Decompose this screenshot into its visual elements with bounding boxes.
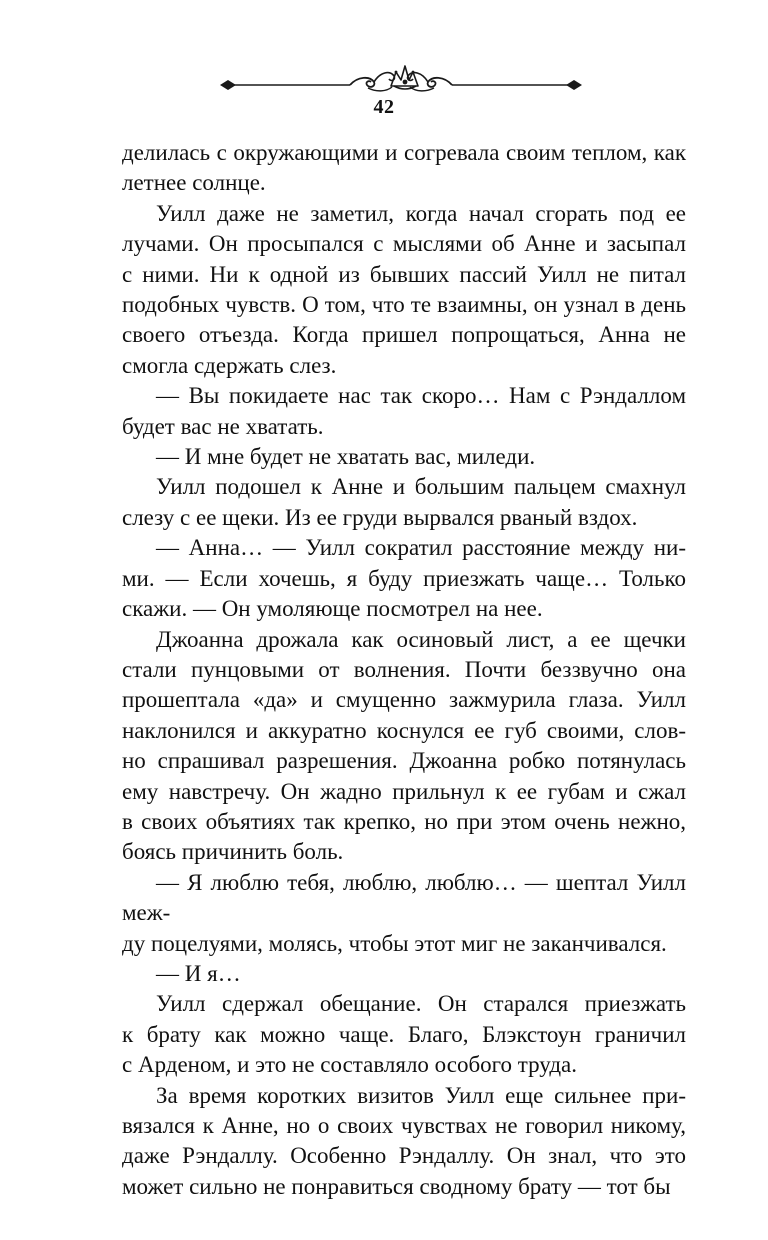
text-line: За время коротких визитов Уилл еще сильнее при- bbox=[156, 1082, 686, 1108]
text-line: в своих объятиях так крепко, но при этом очень нежно, bbox=[122, 808, 686, 834]
text-line: своего отъезда. Когда пришел попрощаться, Анна не bbox=[122, 322, 686, 348]
text-line: Уилл подошел к Анне и большим пальцем смахнул bbox=[156, 474, 686, 500]
text-line: прошептала «да» и смущенно зажмурила глаза. Уилл bbox=[122, 687, 686, 713]
header-flourish-icon bbox=[218, 62, 584, 100]
text-line: может сильно не понравиться сводному брату — тот бы bbox=[122, 1173, 671, 1199]
text-line: боясь причинить боль. bbox=[122, 839, 344, 865]
text-line: ми. — Если хочешь, я буду приезжать чаще… Только bbox=[122, 565, 686, 591]
page-number: 42 bbox=[373, 96, 395, 118]
text-line: с Арденом, и это не составляло особого труда. bbox=[122, 1052, 578, 1078]
text-line: делилась с окружающими и согревала своим теплом, как bbox=[122, 140, 686, 165]
text-line: Уилл даже не заметил, когда начал сгорать под ее bbox=[156, 200, 686, 226]
text-line: но спрашивал разрешения. Джоанна робко потянулась bbox=[122, 748, 686, 774]
text-line: — Я люблю тебя, люблю, люблю… — шептал Уилл меж- bbox=[122, 869, 686, 926]
text-line: — Вы покидаете нас так скоро… Нам с Рэндаллом bbox=[156, 383, 686, 409]
text-line: лучами. Он просыпался с мыслями об Анне и засыпал bbox=[122, 231, 686, 257]
body-text bbox=[122, 138, 686, 1202]
text-line: будет вас не хватать. bbox=[122, 413, 324, 439]
text-line: ему навстречу. Он жадно прильнул к ее губам и сжал bbox=[122, 778, 686, 804]
text-line: даже Рэндаллу. Особенно Рэндаллу. Он знал, что это bbox=[122, 1143, 686, 1169]
text-line: смогла сдержать слез. bbox=[122, 352, 337, 378]
text-line: — И мне будет не хватать вас, миледи. bbox=[156, 444, 536, 470]
text-line: Джоанна дрожала как осиновый лист, а ее щечки bbox=[156, 626, 686, 652]
text-line: подобных чувств. О том, что те взаимны, он узнал в день bbox=[122, 292, 686, 318]
text-line: слезу с ее щеки. Из ее груди вырвался рваный вздох. bbox=[122, 504, 638, 530]
text-line: к брату как можно чаще. Благо, Блэкстоун граничил bbox=[122, 1021, 686, 1047]
text-line: — Анна… — Уилл сократил расстояние между ни- bbox=[156, 535, 686, 561]
text-line: с ними. Ни к одной из бывших пассий Уилл не питал bbox=[122, 261, 686, 287]
text-line: Уилл сдержал обещание. Он старался приезжать bbox=[156, 991, 686, 1017]
text-line: стали пунцовыми от волнения. Почти беззвучно она bbox=[122, 656, 686, 682]
text-line: скажи. — Он умоляюще посмотрел на нее. bbox=[122, 596, 543, 622]
text-line: вязался к Анне, но о своих чувствах не говорил никому, bbox=[122, 1113, 686, 1138]
text-line: летнее солнце. bbox=[122, 170, 266, 196]
text-line: ду поцелуями, молясь, чтобы этот миг не заканчивался. bbox=[122, 930, 667, 956]
text-line: наклонился и аккуратно коснулся ее губ своими, слов- bbox=[122, 717, 686, 743]
text-line: — И я… bbox=[156, 960, 241, 986]
